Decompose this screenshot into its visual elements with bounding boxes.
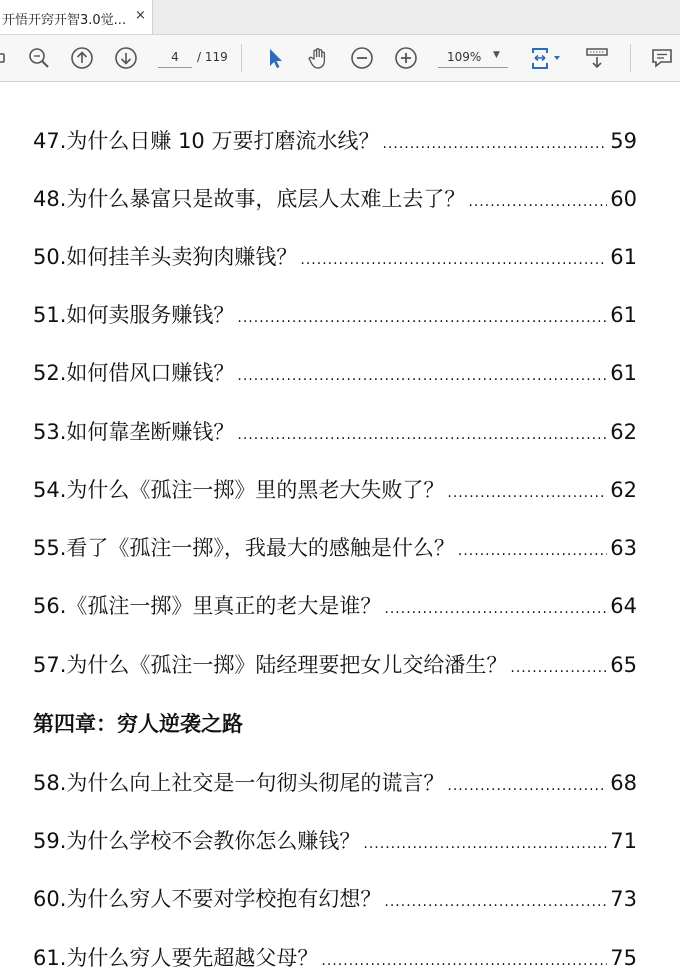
toc-entry-page: 71: [610, 829, 637, 853]
toc-entry-title: 59.为什么学校不会教你怎么赚钱？: [33, 829, 361, 853]
comment-icon[interactable]: [650, 46, 674, 70]
toc-entry[interactable]: [33, 942, 637, 972]
toc-entry[interactable]: [33, 474, 637, 504]
toc-entry-title: 57.为什么《孤注一掷》陆经理要把女儿交给潘生？: [33, 653, 508, 677]
toc-entry-title: 48.为什么暴富只是故事，底层人太难上去了？: [33, 187, 466, 211]
zoom-in-icon[interactable]: [394, 46, 418, 70]
toc-entry-title: 47.为什么日赚 10 万要打磨流水线？: [33, 129, 380, 153]
toolbar-divider: [630, 44, 631, 72]
toc-entry[interactable]: [33, 183, 637, 213]
toc-leader-dots: [237, 310, 607, 326]
toc-leader-dots: [458, 543, 607, 559]
zoom-search-icon[interactable]: [27, 46, 51, 70]
page-down-icon[interactable]: [114, 46, 138, 70]
scroll-mode-icon[interactable]: [585, 46, 609, 70]
toc-entry[interactable]: [33, 532, 637, 562]
toc-entry[interactable]: [33, 590, 637, 620]
page-number-input[interactable]: [158, 47, 192, 68]
select-cursor-icon[interactable]: [263, 46, 287, 70]
toc-leader-dots: [384, 601, 607, 617]
toc-entry-page: 59: [610, 129, 637, 153]
toc-entry[interactable]: [33, 649, 637, 679]
fit-page-icon[interactable]: [530, 46, 564, 70]
toolbar: [0, 35, 680, 82]
toc-leader-dots: [300, 252, 607, 268]
toc-entry-page: 63: [610, 536, 637, 560]
tab-strip: [0, 0, 680, 35]
toc-entry-page: 73: [610, 887, 637, 911]
toc-entry-page: 60: [610, 187, 637, 211]
hand-tool-icon[interactable]: [306, 46, 330, 70]
toc-entry-page: 61: [610, 303, 637, 327]
toc-leader-dots: [468, 194, 607, 210]
toc-leader-dots: [382, 136, 607, 152]
chevron-down-icon: ▼: [493, 50, 500, 60]
toc-entry-page: 65: [610, 653, 637, 677]
hand-scroll-left-icon[interactable]: [0, 46, 14, 70]
toc-entry[interactable]: [33, 241, 637, 271]
toc-entry[interactable]: [33, 883, 637, 913]
chapter-heading[interactable]: 第四章：穷人逆袭之路: [33, 712, 243, 736]
toc-entry-title: 50.如何挂羊头卖狗肉赚钱？: [33, 245, 298, 269]
close-icon[interactable]: ×: [135, 8, 146, 23]
toc-entry-page: 62: [610, 420, 637, 444]
toc-entry[interactable]: [33, 357, 637, 387]
toc-leader-dots: [363, 836, 607, 852]
toc-leader-dots: [384, 894, 607, 910]
toc-leader-dots: [237, 368, 607, 384]
toc-entry-title: 52.如何借风口赚钱？: [33, 361, 235, 385]
page-total: / 119: [197, 50, 228, 64]
toc-entry[interactable]: [33, 825, 637, 855]
toc-entry-page: 68: [610, 771, 637, 795]
page-up-icon[interactable]: [70, 46, 94, 70]
toc-entry-page: 61: [610, 245, 637, 269]
toc-leader-dots: [447, 778, 607, 794]
toc-entry-title: 53.如何靠垄断赚钱？: [33, 420, 235, 444]
zoom-value: 109%: [447, 50, 482, 64]
toc-entry-title: 60.为什么穷人不要对学校抱有幻想？: [33, 887, 382, 911]
zoom-select[interactable]: [438, 47, 508, 68]
toc-entry[interactable]: [33, 299, 637, 329]
document-tab[interactable]: [0, 0, 153, 34]
toc-leader-dots: [447, 485, 607, 501]
toc-entry[interactable]: [33, 767, 637, 797]
toc-entry-page: 62: [610, 478, 637, 502]
toc-entry-page: 64: [610, 594, 637, 618]
toolbar-divider: [241, 44, 242, 72]
toc-entry-title: 61.为什么穷人要先超越父母？: [33, 946, 319, 970]
document-page: [0, 82, 680, 975]
toc-entry-title: 51.如何卖服务赚钱？: [33, 303, 235, 327]
toc-entry-page: 75: [610, 946, 637, 970]
tab-title: 开悟开窍开智3.0觉...: [2, 13, 127, 28]
toc-leader-dots: [321, 953, 607, 969]
toc-entry-title: 55.看了《孤注一掷》，我最大的感触是什么？: [33, 536, 455, 560]
toc-entry[interactable]: [33, 125, 637, 155]
toc-leader-dots: [510, 660, 607, 676]
toc-entry-title: 56.《孤注一掷》里真正的老大是谁？: [33, 594, 382, 618]
zoom-out-icon[interactable]: [350, 46, 374, 70]
toc-leader-dots: [237, 427, 607, 443]
toc-entry-title: 58.为什么向上社交是一句彻头彻尾的谎言？: [33, 771, 445, 795]
toc-entry-title: 54.为什么《孤注一掷》里的黑老大失败了？: [33, 478, 445, 502]
toc-entry-page: 61: [610, 361, 637, 385]
toc-entry[interactable]: [33, 416, 637, 446]
